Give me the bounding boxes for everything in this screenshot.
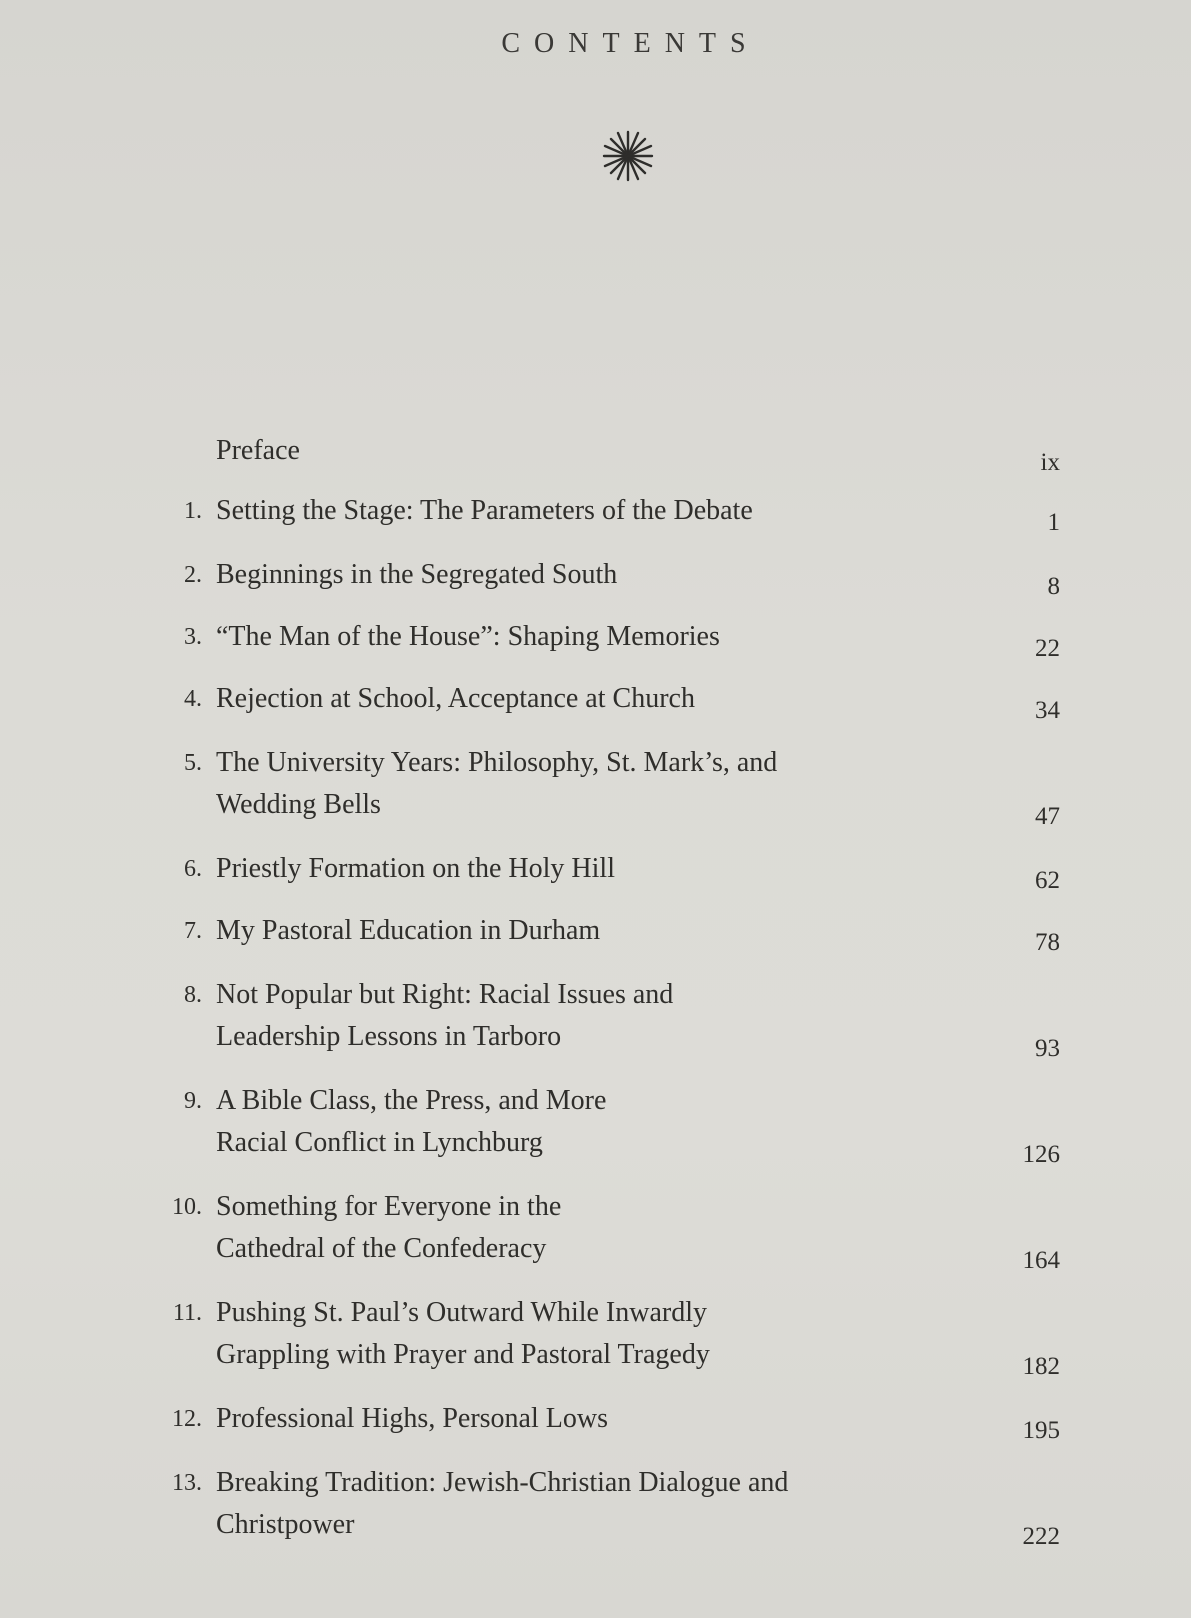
entry-page-number: 182 <box>1022 1353 1060 1380</box>
entry-title-line: Preface <box>216 435 300 466</box>
entry-number: 5. <box>184 750 202 776</box>
page-heading: CONTENTS <box>501 28 760 59</box>
toc-entry-chapter-10[interactable] <box>140 1186 1060 1274</box>
toc-entry-preface[interactable] <box>140 430 1060 476</box>
entry-title <box>216 742 990 826</box>
toc-entry-chapter-6[interactable] <box>140 848 1060 894</box>
toc-entry-chapter-2[interactable] <box>140 554 1060 600</box>
entry-title-line: Cathedral of the Confederacy <box>216 1233 547 1264</box>
entry-number: 7. <box>184 918 202 944</box>
entry-page-number: 126 <box>1022 1141 1060 1168</box>
entry-page-number: 62 <box>1035 867 1060 894</box>
entry-page-number: ix <box>1040 449 1060 476</box>
entry-number: 13. <box>172 1470 202 1496</box>
entry-title-line: Christpower <box>216 1509 355 1540</box>
entry-title-line: Beginnings in the Segregated South <box>216 559 618 590</box>
entry-title <box>216 974 990 1058</box>
entry-title-line: Pushing St. Paul’s Outward While Inwardly <box>216 1297 708 1328</box>
entry-number: 3. <box>184 624 202 650</box>
entry-title-line: A Bible Class, the Press, and More <box>216 1085 607 1116</box>
entry-page-number: 195 <box>1022 1417 1060 1444</box>
entry-title-line: Setting the Stage: The Parameters of the Debate <box>216 495 753 526</box>
entry-page-number: 22 <box>1035 635 1060 662</box>
toc-entry-chapter-4[interactable] <box>140 678 1060 724</box>
entry-title <box>216 1080 990 1164</box>
entry-page-number: 47 <box>1035 803 1060 830</box>
toc-entry-chapter-3[interactable] <box>140 616 1060 662</box>
toc-entry-chapter-1[interactable] <box>140 490 1060 536</box>
entry-page-number: 93 <box>1035 1035 1060 1062</box>
entry-page-number: 8 <box>1047 573 1060 600</box>
toc-entry-chapter-5[interactable] <box>140 742 1060 830</box>
entry-title <box>216 910 990 952</box>
entry-number: 1. <box>184 498 202 524</box>
entry-title-line: Not Popular but Right: Racial Issues and <box>216 979 674 1010</box>
entry-title <box>216 616 990 658</box>
entry-number: 8. <box>184 982 202 1008</box>
entry-title-line: “The Man of the House”: Shaping Memories <box>216 621 720 652</box>
entry-page-number: 78 <box>1035 929 1060 956</box>
entry-page-number: 34 <box>1035 697 1060 724</box>
entry-title-line: Racial Conflict in Lynchburg <box>216 1127 543 1158</box>
entry-title <box>216 554 990 596</box>
entry-title-line: Leadership Lessons in Tarboro <box>216 1021 562 1052</box>
entry-number: 10. <box>172 1194 202 1220</box>
entry-number: 2. <box>184 562 202 588</box>
toc-entry-chapter-9[interactable] <box>140 1080 1060 1168</box>
entry-title-line: Breaking Tradition: Jewish-Christian Dialogue and <box>216 1467 789 1498</box>
entry-number: 12. <box>172 1406 202 1432</box>
entry-title <box>216 490 990 532</box>
toc-entry-chapter-8[interactable] <box>140 974 1060 1062</box>
table-of-contents <box>140 430 1060 1550</box>
entry-title <box>216 848 990 890</box>
entry-title-line: Grappling with Prayer and Pastoral Tragedy <box>216 1339 710 1370</box>
entry-title <box>216 430 990 472</box>
entry-title-line: My Pastoral Education in Durham <box>216 915 601 946</box>
entry-title-line: Wedding Bells <box>216 789 381 820</box>
entry-title <box>216 1186 990 1270</box>
entry-title-line: Priestly Formation on the Holy Hill <box>216 853 615 884</box>
entry-title-line: The University Years: Philosophy, St. Mark’s, and <box>216 747 778 778</box>
asterisk-ornament-icon <box>600 128 656 184</box>
entry-number: 9. <box>184 1088 202 1114</box>
entry-number: 11. <box>172 1300 202 1326</box>
toc-entry-chapter-13[interactable] <box>140 1462 1060 1550</box>
entry-title <box>216 1462 990 1546</box>
entry-title-line: Rejection at School, Acceptance at Church <box>216 683 695 714</box>
toc-entry-chapter-12[interactable] <box>140 1398 1060 1444</box>
entry-page-number: 222 <box>1022 1523 1060 1550</box>
entry-number: 4. <box>184 686 202 712</box>
entry-title <box>216 1398 990 1440</box>
entry-title-line: Something for Everyone in the <box>216 1191 562 1222</box>
toc-entry-chapter-11[interactable] <box>140 1292 1060 1380</box>
entry-page-number: 1 <box>1047 509 1060 536</box>
entry-number: 6. <box>184 856 202 882</box>
entry-title-line: Professional Highs, Personal Lows <box>216 1403 608 1434</box>
entry-title <box>216 678 990 720</box>
entry-page-number: 164 <box>1022 1247 1060 1274</box>
entry-title <box>216 1292 990 1376</box>
toc-entry-chapter-7[interactable] <box>140 910 1060 956</box>
